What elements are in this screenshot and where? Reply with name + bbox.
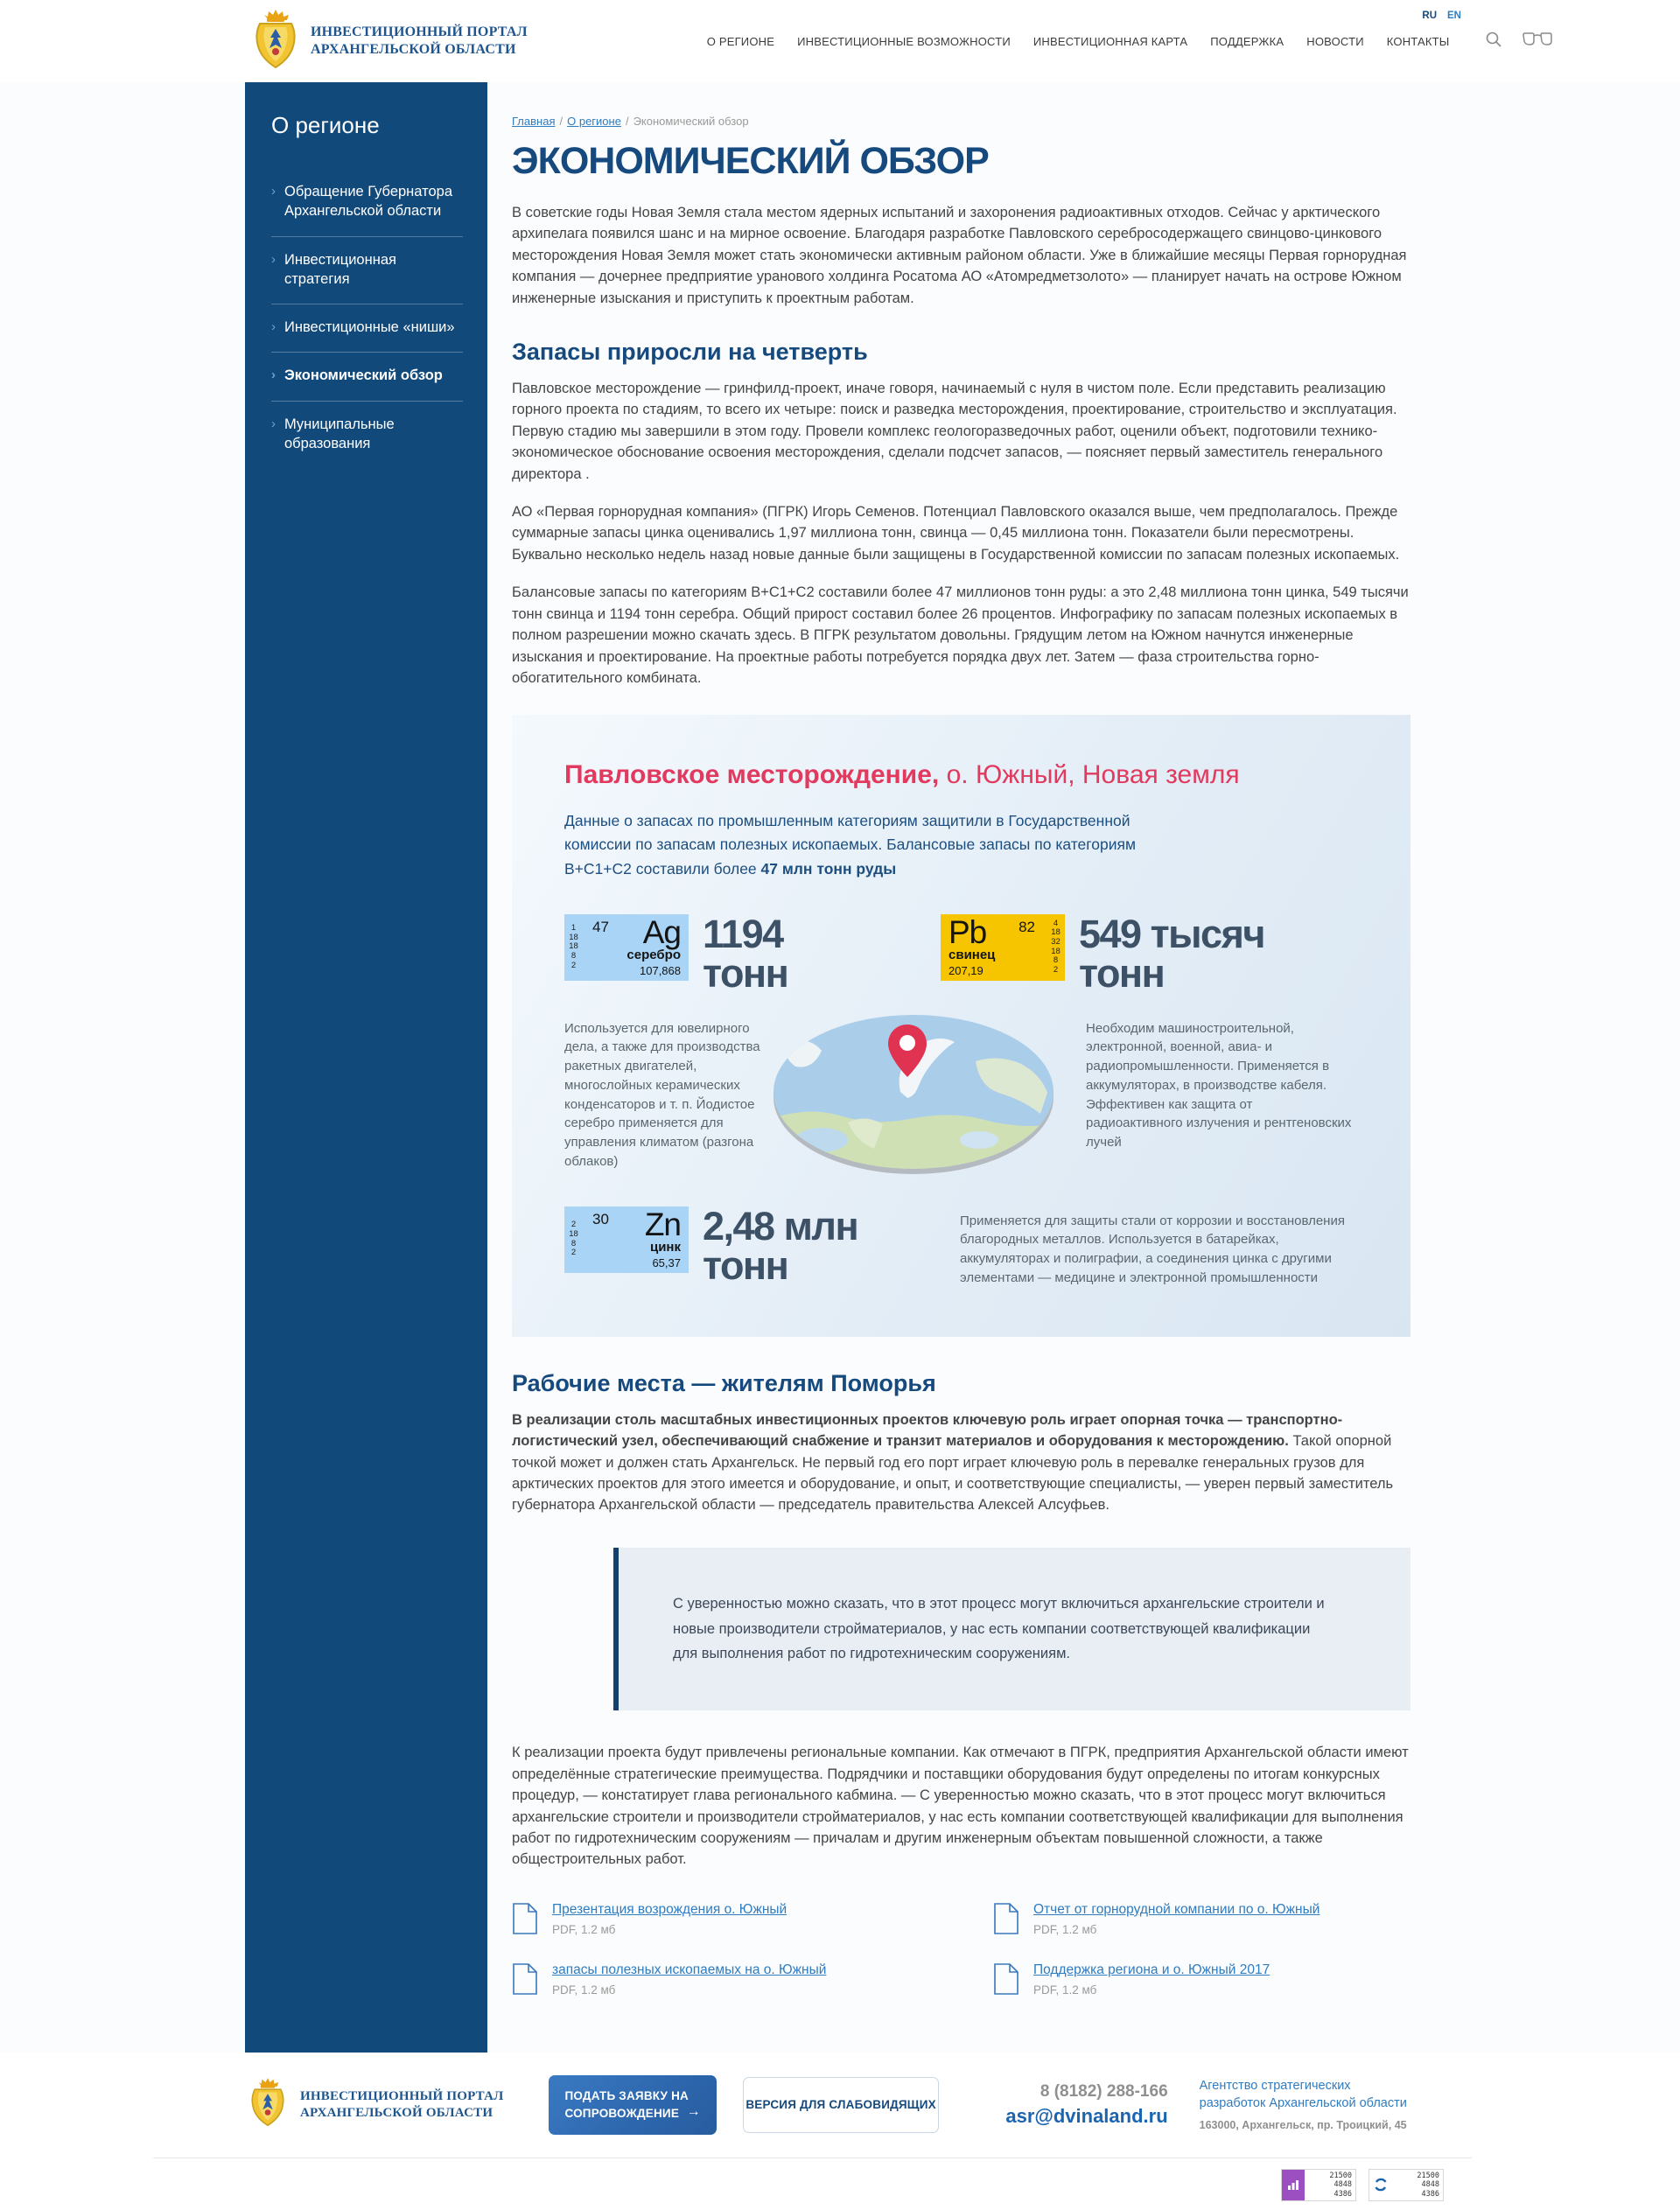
footer-logo[interactable] [248, 2076, 524, 2133]
counter-numbers: 21500 4848 4386 [1417, 2171, 1439, 2200]
breadcrumb-section[interactable]: О регионе [567, 115, 621, 128]
silver-description: Используется для ювелирного дела, а также для производства ракетных двигателей, многослойных керамических конденсаторов и т. п. Йодистое серебро применяется для управления климатом (разгона облаков) [564, 1020, 760, 1169]
document-icon [993, 1902, 1019, 1940]
chevron-right-icon: › [271, 319, 276, 335]
sidebar-item-invest-strategy[interactable]: › Инвестиционная стратегия [271, 237, 463, 305]
sidebar-item-governor-address[interactable]: › Обращение Губернатора Архангельской области [271, 169, 463, 237]
lang-ru[interactable]: RU [1422, 10, 1438, 21]
silver-electron-shells: 1 18 18 8 2 [569, 923, 578, 970]
nav-news[interactable]: НОВОСТИ [1306, 34, 1364, 48]
nav-support[interactable]: ПОДДЕРЖКА [1210, 34, 1284, 48]
document-item [993, 1902, 1410, 1940]
bar-chart-icon [1282, 2170, 1305, 2200]
nav-region[interactable]: О РЕГИОНЕ [706, 34, 775, 48]
circular-arrows-icon [1369, 2170, 1392, 2200]
page-title: ЭКОНОМИЧЕСКИЙ ОБЗОР [512, 140, 989, 182]
zinc-pair [564, 1203, 960, 1288]
sidebar-item-municipalities[interactable]: › Муниципальные образования [271, 402, 463, 469]
zinc-reserves-value: 2,48 млн тонн [703, 1203, 858, 1288]
element-card-lead [941, 914, 1065, 981]
footer-email[interactable]: asr@dvinaland.ru [1005, 2104, 1168, 2127]
document-icon [993, 1962, 1019, 2000]
silver-name: серебро [626, 947, 681, 962]
arrow-right-icon: → [686, 2103, 701, 2119]
infographic-row-1 [564, 911, 1358, 996]
lead-pair [941, 911, 1264, 996]
lead-name: свинец [948, 947, 996, 962]
breadcrumb-current: Экономический обзор [633, 115, 749, 128]
section2-paragraph-2: К реализации проекта будут привлечены региональные компании. Как отмечают в ПГРК, предприятия Архангельской области имеют определённые стратегические преимущества. Подрядчики и поставщики оборудования будут определены по итогам конкурсных процедур, — констатирует глава регионального кабмина. — С уверенностью можно сказать, что в этот процесс могут включиться архангельские строители и производители стройматериалов, у нас есть компании соответствующей квалификации для выполнения работ по гидротехническим сооружениям — причалам и другим инженерным объектам повышенной сложности, а также общестроительных работ. [512, 1745, 1409, 1868]
nav-invest-opportunities[interactable]: ИНВЕСТИЦИОННЫЕ ВОЗМОЖНОСТИ [797, 34, 1011, 48]
document-meta: PDF, 1.2 мб [552, 1983, 616, 1997]
infographic-row-3 [564, 1203, 1358, 1288]
chevron-right-icon: › [271, 416, 276, 431]
silver-atomic-mass: 107,868 [640, 963, 681, 977]
chevron-right-icon: › [271, 184, 276, 199]
chevron-right-icon: › [271, 251, 276, 267]
lead-description: Необходим машиностроительной, электронной, военной, авиа- и радиопромышленности. Применяется в аккумуляторах, в производстве кабеля. Эффективен как защита от радиоактивного излучения и рентгеновских лучей [1086, 1020, 1352, 1150]
lead-reserves-value: 549 тысяч тонн [1079, 911, 1264, 996]
agency-name[interactable]: Агентство стратегических разработок Архангельской области [1199, 2079, 1407, 2110]
zinc-name: цинк [649, 1239, 681, 1255]
document-link[interactable]: Презентация возрождения о. Южный [552, 1901, 788, 1917]
document-link[interactable]: запасы полезных ископаемых на о. Южный [552, 1962, 827, 1977]
sidebar [245, 82, 487, 2053]
section2-heading: Рабочие места — жителям Поморья [512, 1369, 936, 1396]
accessibility-version-button[interactable]: ВЕРСИЯ ДЛЯ СЛАБОВИДЯЩИХ [743, 2077, 940, 2133]
document-item [512, 1962, 993, 2000]
coat-of-arms-icon [248, 2076, 288, 2133]
documents-list [512, 1902, 1410, 2000]
silver-symbol: Ag [642, 913, 681, 950]
document-item [512, 1902, 993, 1940]
footer-contacts [1005, 2082, 1167, 2128]
quote-text: С уверенностью можно сказать, что в этот процесс могут включиться архангельские строители и новые производители стройматериалов, у нас есть компании соответствующей квалификации для выполнения работ по гидротехническим сооружениям. [673, 1595, 1325, 1662]
document-item [993, 1962, 1410, 2000]
element-card-silver [564, 914, 689, 981]
section1-paragraph-2: АО «Первая горнорудная компания» (ПГРК) Игорь Семенов. Потенциал Павловского оказался выше, чем предполагалось. Прежде суммарные запасы цинка оценивались 1,97 миллиона тонн, свинца — 0,45 миллиона тонн. Показатели были пересмотрены. Буквально несколько недель назад новые данные были защищены в Государственной комиссии по запасам полезных ископаемых. [512, 504, 1400, 563]
counter-numbers: 21500 4848 4386 [1329, 2171, 1352, 2200]
counter-badge-rating[interactable] [1368, 2169, 1444, 2201]
main-area [0, 82, 1680, 2053]
nav-contacts[interactable]: КОНТАКТЫ [1386, 34, 1450, 48]
section1-paragraph-3: Балансовые запасы по категориям В+С1+С2 составили более 47 миллионов тонн руды: а это 2,48 миллиона тонн цинка, 549 тысячи тонн свинца и 1194 тонн серебра. Общий прирост составил более 26 процентов. Инфографику по запасам полезных ископаемых в полном разрешении можно скачать здесь. В ПГРК результатом довольны. Грядущим летом на Южном начнутся инженерные изыскания и проектирование. На проектные работы потребуется порядка двух лет. Затем — фаза строительства горно-обогатительного комбината. [512, 584, 1409, 686]
zinc-atomic-number: 30 [592, 1210, 609, 1227]
sidebar-item-economic-review[interactable]: › Экономический обзор [271, 353, 463, 401]
document-link[interactable]: Поддержка региона и о. Южный 2017 [1033, 1962, 1270, 1977]
document-meta: PDF, 1.2 мб [1033, 1922, 1097, 1936]
site-logo[interactable] [251, 8, 528, 75]
zinc-description: Применяется для защиты стали от коррозии и восстановления благородных металлов. Используется в батарейках, аккумуляторах и полиграфии, а соединения цинка с другими элементами — медицине и электронной промышленности [960, 1213, 1345, 1285]
lead-atomic-number: 82 [1018, 918, 1035, 935]
element-card-zinc [564, 1206, 689, 1273]
sidebar-item-invest-niches[interactable]: › Инвестиционные «ниши» [271, 304, 463, 353]
counter-badge-liveinternet[interactable] [1281, 2169, 1356, 2201]
breadcrumb: Главная / О регионе / Экономический обзор [512, 115, 749, 128]
zinc-atomic-mass: 65,37 [652, 1255, 681, 1269]
document-link[interactable]: Отчет от горнорудной компании по о. Южный [1033, 1901, 1320, 1917]
section1-heading: Запасы приросли на четверть [512, 339, 868, 366]
footer-phone: 8 (8182) 288-166 [1040, 2081, 1168, 2101]
search-icon[interactable] [1485, 31, 1502, 52]
lead-symbol: Pb [948, 913, 987, 950]
infographic-subtitle: Данные о запасах по промышленным категориям защитили в Государственной комиссии по запасам полезных ископаемых. Балансовые запасы по категориям В+С1+С2 составили более 47 млн тонн руды [564, 812, 1137, 878]
lead-electron-shells: 4 18 32 18 8 2 [1051, 918, 1060, 975]
infographic-panel [512, 715, 1410, 1336]
infographic-title: Павловское месторождение, о. Южный, Новая земля [564, 760, 1240, 790]
location-map [769, 1009, 1058, 1184]
footer-agency [1200, 2078, 1418, 2131]
zinc-symbol: Zn [644, 1206, 681, 1242]
zinc-electron-shells: 2 18 8 2 [569, 1220, 578, 1258]
sidebar-title: О регионе [271, 112, 380, 138]
footer-site-title: ИНВЕСТИЦИОННЫЙ ПОРТАЛ АРХАНГЕЛЬСКОЙ ОБЛАСТИ [300, 2089, 504, 2120]
footer [0, 2053, 1680, 2210]
intro-paragraph: В советские годы Новая Земля стала местом ядерных испытаний и захоронения радиоактивных отходов. Сейчас у арктического архипелага появился шанс и на мирное освоение. Благодаря разработке Павловского серебросодержащего свинцово-цинкового месторождения Новая Земля может стать экономически активным районом области. Уже в ближайшие месяцы Первая горнорудная компания — дочернее предприятие уранового холдинга Росатома АО «Атомредметзолото» — планирует начать на острове Южном инженерные изыскания и приступить к проектным работам. [512, 205, 1407, 306]
nav-invest-map[interactable]: ИНВЕСТИЦИОННАЯ КАРТА [1032, 34, 1188, 48]
document-icon [512, 1962, 538, 2000]
visit-counters [0, 2158, 1680, 2210]
quote-block [613, 1548, 1410, 1711]
chevron-right-icon: › [271, 367, 276, 383]
lang-en[interactable]: EN [1447, 10, 1461, 21]
section2-paragraph-1: В реализации столь масштабных инвестиционных проектов ключевую роль играет опорная точка — транспортно-логистический узел, обеспечивающий снабжение и транзит материалов и оборудования к месторождению. Такой опорной точкой может и должен стать Архангельск. Не первый год его порт играет ключевую роль в перевалке генеральных грузов для арктических проектов для этого имеется и оборудование, и опыт, и соответствующие специалисты, — уверен первый заместитель губернатора Архангельской области — председатель правительства Алексей Алсуфьев. [512, 1411, 1394, 1514]
language-switcher [1422, 10, 1461, 21]
glasses-icon[interactable] [1522, 31, 1553, 52]
document-meta: PDF, 1.2 мб [552, 1922, 616, 1936]
agency-address: 163000, Архангельск, пр. Троицкий, 45 [1199, 2119, 1407, 2132]
infographic-row-2 [564, 1009, 1358, 1184]
silver-atomic-number: 47 [592, 918, 609, 935]
lead-atomic-mass: 207,19 [948, 963, 984, 977]
header [0, 0, 1680, 82]
silver-reserves-value: 1194 тонн [703, 911, 788, 996]
main-nav [707, 35, 1450, 48]
site-title: ИНВЕСТИЦИОННЫЙ ПОРТАЛ АРХАНГЕЛЬСКОЙ ОБЛАСТИ [311, 24, 528, 57]
coat-of-arms-icon [251, 8, 300, 75]
section1-paragraph-1: Павловское месторождение — гринфилд-проект, иначе говоря, начинаемый с нуля в чистом поле. Если представить реализацию горного проекта по стадиям, то всего их четыре: поиск и разведка месторождения, проектирование, строительство и эксплуатация. Первую стадию мы завершили в этом году. Провели комплекс геологоразведочных работ, оценили объект, подготовили технико-экономическое обоснование освоения месторождения, сделали подсчет запасов, — поясняет первый заместитель генерального директора . [512, 381, 1397, 482]
content [487, 82, 1410, 2053]
breadcrumb-home[interactable]: Главная [512, 115, 556, 128]
document-icon [512, 1902, 538, 1940]
header-icons [1485, 31, 1553, 52]
document-meta: PDF, 1.2 мб [1033, 1983, 1097, 1997]
silver-pair [564, 911, 941, 996]
apply-support-button[interactable]: ПОДАТЬ ЗАЯВКУ НА СОПРОВОЖДЕНИЕ → [549, 2075, 716, 2135]
